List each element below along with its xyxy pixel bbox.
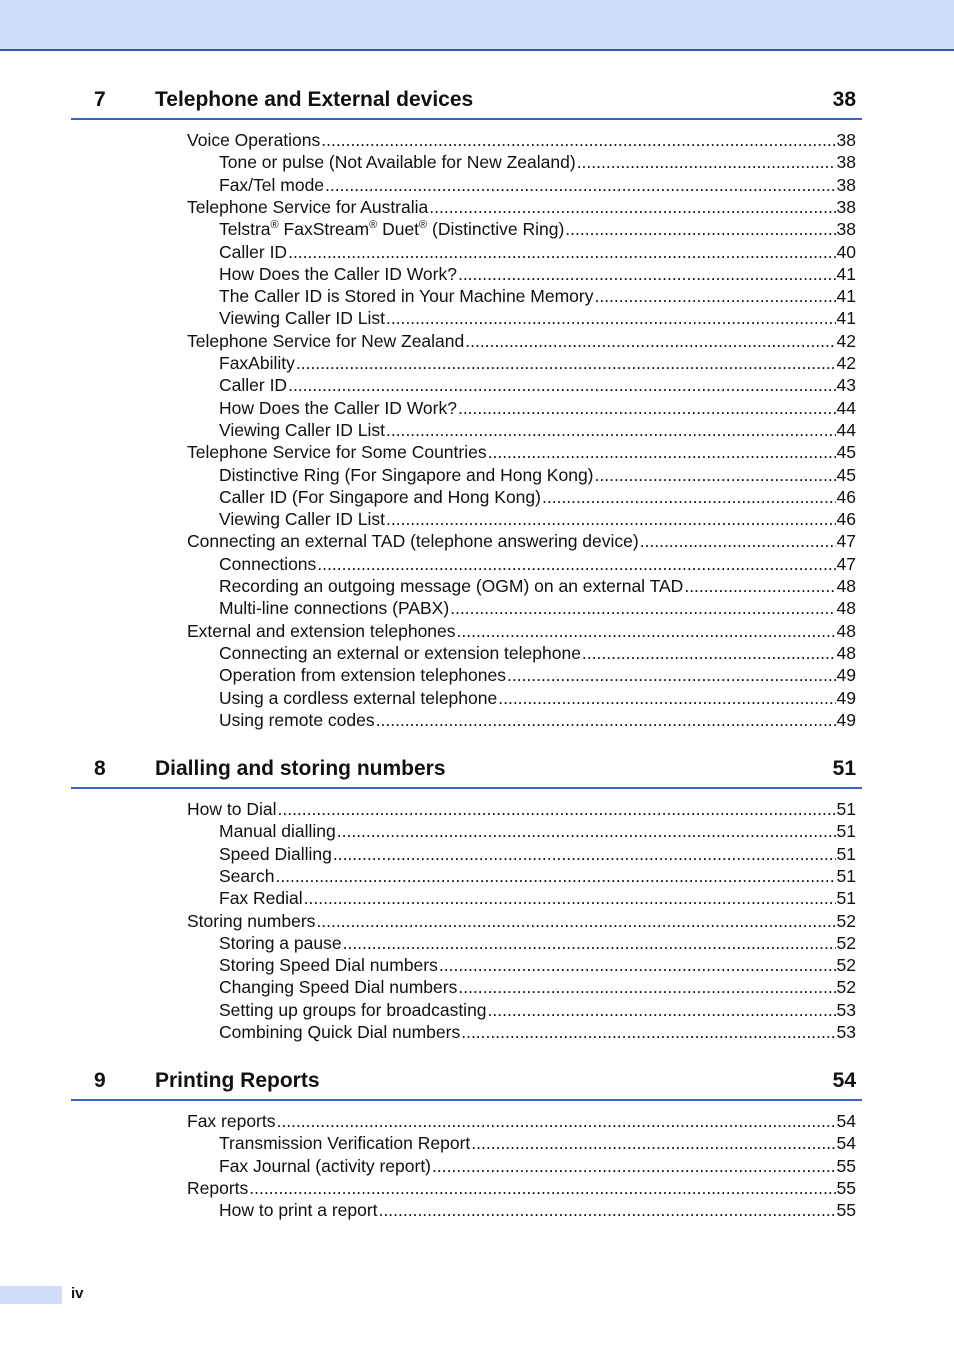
entry-title: Storing a pause [219,932,342,953]
toc-subsection-entry[interactable] [219,1021,856,1043]
entry-title: Voice Operations [187,130,321,150]
entry-page-number: 44 [836,419,856,440]
dot-leader [275,865,835,887]
header-band [0,0,954,51]
chapter-heading [71,1065,862,1101]
dot-leader [507,664,836,686]
entry-title: Caller ID [219,375,288,396]
dot-leader [450,597,835,619]
chapter-heading [71,84,862,120]
toc-subsection-entry[interactable] [219,419,856,441]
toc-subsection-entry[interactable] [219,932,856,954]
entry-page-number: 38 [836,152,856,173]
dot-leader [386,508,836,530]
dot-leader [488,441,836,463]
toc-section-entry[interactable] [187,196,856,218]
toc-subsection-entry[interactable] [219,1132,856,1154]
dot-leader [376,709,836,731]
toc-subsection-entry[interactable] [219,307,856,329]
toc-section-entry[interactable] [187,1110,856,1132]
entry-page-number: 47 [836,553,856,574]
dot-leader [684,575,835,597]
dot-leader [432,1155,836,1177]
entry-page-number: 49 [836,665,856,686]
entry-page-number: 52 [836,910,856,931]
entry-page-number: 42 [836,330,856,351]
dot-leader [386,419,836,441]
entry-title: Connecting an external or extension telephone [219,642,581,663]
entry-page-number: 48 [836,620,856,641]
entry-page-number: 52 [836,977,856,998]
toc-subsection-entry[interactable] [219,709,856,731]
toc-subsection-entry[interactable] [219,218,856,240]
entry-title: How to Dial [187,799,277,819]
entry-title: Caller ID (For Singapore and Hong Kong) [219,486,541,507]
dot-leader [488,999,836,1021]
entry-title: Search [219,865,275,886]
toc-subsection-entry[interactable] [219,374,856,396]
toc-subsection-entry[interactable] [219,843,856,865]
entry-page-number: 41 [836,286,856,307]
chapter-number: 9 [94,1069,106,1092]
dot-leader [277,1110,836,1132]
chapter-title[interactable]: Telephone and External devices [155,88,474,111]
toc-subsection-entry[interactable] [219,397,856,419]
entry-page-number: 51 [836,821,856,842]
entry-page-number: 38 [836,219,856,240]
entry-page-number: 48 [836,642,856,663]
entry-page-number: 45 [836,442,856,463]
dot-leader [325,174,835,196]
dot-leader [333,843,836,865]
toc-subsection-entry[interactable] [219,687,856,709]
chapter-page: 51 [832,757,856,780]
dot-leader [465,330,835,352]
dot-leader [379,1199,836,1221]
dot-leader [288,241,835,263]
entry-page-number: 48 [836,598,856,619]
entry-title: Viewing Caller ID List [219,308,385,329]
toc-subsection-entry[interactable] [219,174,856,196]
dot-leader [457,620,836,642]
dot-leader [429,196,835,218]
entry-title: Telephone Service for New Zealand [187,330,465,351]
dot-leader [577,151,836,173]
dot-leader [542,486,836,508]
entry-title: Operation from extension telephones [219,665,506,686]
entry-page-number: 46 [836,486,856,507]
entry-title: Transmission Verification Report [219,1133,471,1154]
entry-title: The Caller ID is Stored in Your Machine Memory [219,286,594,307]
entry-title: Using a cordless external telephone [219,687,498,708]
dot-leader [461,1021,835,1043]
dot-leader [640,530,836,552]
entry-page-number: 53 [836,999,856,1020]
chapter-title[interactable]: Printing Reports [155,1069,320,1092]
toc-subsection-entry[interactable] [219,464,856,486]
toc-subsection-entry[interactable] [219,241,856,263]
toc-section-entry[interactable] [187,798,856,820]
chapter-heading [71,753,862,789]
entry-page-number: 43 [836,375,856,396]
entry-title: How to print a report [219,1200,378,1221]
toc-subsection-entry[interactable] [219,976,856,998]
dot-leader [498,687,835,709]
entry-title: How Does the Caller ID Work? [219,397,457,418]
dot-leader [321,129,835,151]
dot-leader [343,932,836,954]
entry-title: Fax reports [187,1111,276,1131]
footer-page-number: iv [71,1285,84,1302]
entry-page-number: 38 [836,196,856,217]
entry-page-number: 51 [836,843,856,864]
dot-leader [595,464,836,486]
entry-page-number: 51 [836,865,856,886]
entry-title: Telstra® FaxStream® Duet® (Distinctive Ring) [219,219,565,240]
toc-subsection-entry[interactable] [219,597,856,619]
entry-page-number: 41 [836,308,856,329]
toc-section-entry[interactable] [187,910,856,932]
dot-leader [277,798,835,820]
entry-page-number: 42 [836,353,856,373]
entry-title: Viewing Caller ID List [219,419,385,440]
entry-page-number: 38 [836,174,856,195]
toc-subsection-entry[interactable] [219,553,856,575]
chapter-number: 7 [94,88,106,111]
entry-title: Distinctive Ring (For Singapore and Hong Kong) [219,464,594,485]
entry-title: How Does the Caller ID Work? [219,263,457,284]
entry-title: Multi-line connections (PABX) [219,598,450,619]
entry-title: FaxAbility [219,353,295,373]
toc-subsection-entry[interactable] [219,954,856,976]
entry-title: Telephone Service for Australia [187,196,429,217]
dot-leader [337,820,836,842]
entry-title: Setting up groups for broadcasting [219,999,487,1020]
entry-page-number: 49 [836,709,856,730]
chapter-number: 8 [94,757,106,780]
chapter-page: 38 [832,88,856,111]
entry-title: Fax Redial [219,888,303,909]
entry-title: External and extension telephones [187,620,456,641]
entry-title: Telephone Service for Some Countries [187,442,487,463]
entry-page-number: 38 [836,130,856,150]
toc-section-entry[interactable] [187,441,856,463]
entry-title: Tone or pulse (Not Available for New Zealand) [219,152,576,173]
entry-page-number: 40 [836,241,856,262]
dot-leader [458,976,835,998]
entry-page-number: 45 [836,464,856,485]
toc-subsection-entry[interactable] [219,263,856,285]
toc-subsection-entry[interactable] [219,575,856,597]
toc-section-entry[interactable] [187,1177,856,1199]
entry-title: Speed Dialling [219,843,332,864]
entry-page-number: 51 [836,888,856,909]
entry-page-number: 55 [836,1155,856,1176]
toc-section-entry[interactable] [187,330,856,352]
toc-subsection-entry[interactable] [219,1199,856,1221]
entry-page-number: 48 [836,576,856,596]
dot-leader [471,1132,835,1154]
entry-title: Manual dialling [219,821,336,842]
toc-subsection-entry[interactable] [219,1155,856,1177]
entry-page-number: 41 [836,263,856,284]
dot-leader [594,285,835,307]
toc-subsection-entry[interactable] [219,664,856,686]
dot-leader [296,352,836,374]
entry-page-number: 44 [836,397,856,418]
entry-title: Fax/Tel mode [219,174,325,195]
toc-subsection-entry[interactable] [219,285,856,307]
entry-page-number: 51 [836,799,856,819]
entry-page-number: 54 [836,1133,856,1154]
entry-page-number: 55 [836,1177,856,1198]
dot-leader [582,642,836,664]
toc-section-entry[interactable] [187,620,856,642]
toc-subsection-entry[interactable] [219,887,856,909]
toc-subsection-entry[interactable] [219,151,856,173]
entry-page-number: 55 [836,1200,856,1221]
toc-subsection-entry[interactable] [219,486,856,508]
toc-subsection-entry[interactable] [219,508,856,530]
dot-leader [317,553,835,575]
footer-bar [0,1286,62,1304]
entry-title: Recording an outgoing message (OGM) on an external TAD [219,576,684,596]
entry-title: Connecting an external TAD (telephone answering device) [187,531,639,552]
toc-subsection-entry[interactable] [219,865,856,887]
entry-title: Using remote codes [219,709,375,730]
entry-title: Storing numbers [187,910,316,931]
entry-title: Connections [219,553,317,574]
toc-section-entry[interactable] [187,129,856,151]
entry-title: Fax Journal (activity report) [219,1155,432,1176]
entry-page-number: 49 [836,687,856,708]
entry-title: Storing Speed Dial numbers [219,955,438,976]
dot-leader [288,374,835,396]
toc-section-entry[interactable] [187,530,856,552]
toc-subsection-entry[interactable] [219,352,856,374]
dot-leader [458,263,836,285]
entry-title: Reports [187,1177,249,1198]
entry-title: Changing Speed Dial numbers [219,977,458,998]
dot-leader [458,397,836,419]
entry-title: Viewing Caller ID List [219,509,385,530]
entry-title: Combining Quick Dial numbers [219,1022,461,1042]
entry-page-number: 52 [836,932,856,953]
dot-leader [439,954,836,976]
entry-page-number: 54 [836,1111,856,1131]
entry-page-number: 47 [836,531,856,552]
dot-leader [316,910,835,932]
toc-subsection-entry[interactable] [219,642,856,664]
toc-subsection-entry[interactable] [219,820,856,842]
entry-page-number: 53 [836,1022,856,1042]
chapter-title[interactable]: Dialling and storing numbers [155,757,446,780]
dot-leader [565,218,835,240]
entry-page-number: 52 [836,955,856,976]
toc-subsection-entry[interactable] [219,999,856,1021]
dot-leader [386,307,836,329]
dot-leader [304,887,836,909]
chapter-page: 54 [832,1069,856,1092]
entry-page-number: 46 [836,509,856,530]
dot-leader [249,1177,835,1199]
entry-title: Caller ID [219,241,288,262]
